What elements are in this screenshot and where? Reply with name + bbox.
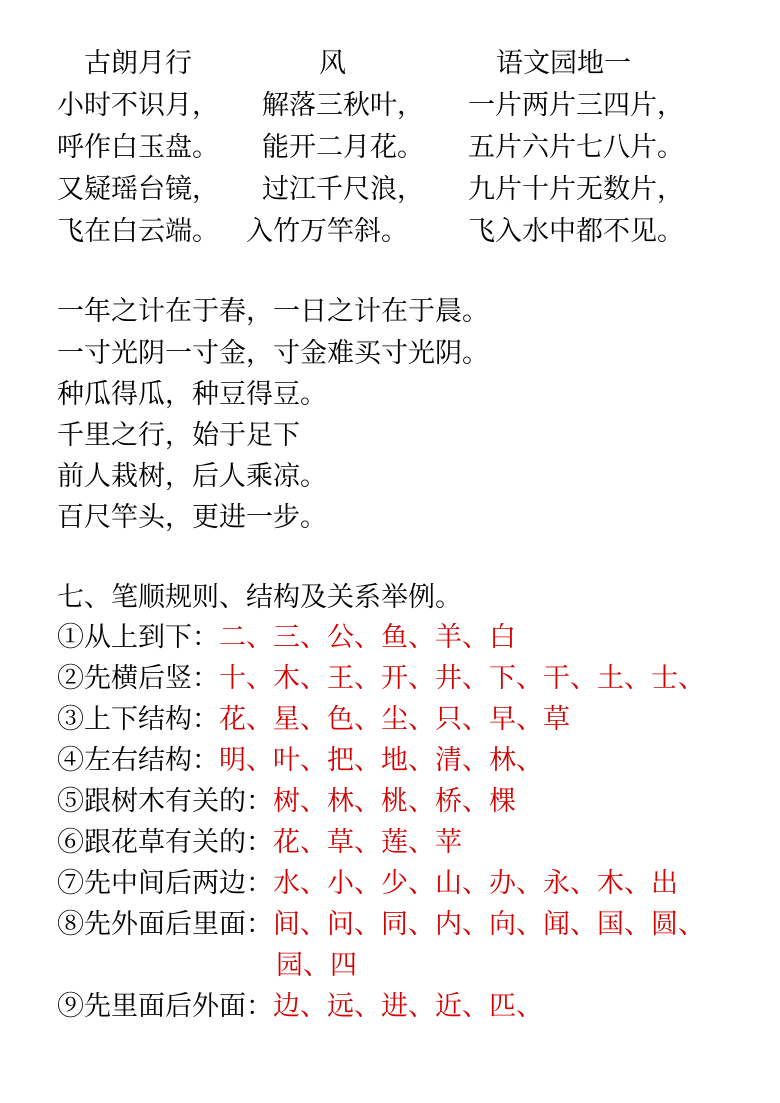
- rule-row: [57, 991, 543, 1023]
- proverb-line: 前人栽树，后人乘凉。: [57, 461, 327, 492]
- poem1-line: 飞在白云端。: [57, 216, 219, 247]
- rule-row: [57, 909, 705, 941]
- rule-examples: 花、星、色、尘、只、早、草: [219, 704, 570, 735]
- rule-examples: 水、小、少、山、办、永、木、出: [273, 868, 678, 899]
- rule-label: ①从上到下：: [57, 622, 219, 653]
- rule-examples: 花、草、莲、苹: [273, 827, 462, 858]
- rule-row: [57, 868, 678, 900]
- poem1-line: 又疑瑶台镜，: [57, 174, 219, 205]
- poem3-line: 五片六片七八片。: [468, 132, 684, 163]
- proverb-line: 千里之行，始于足下: [57, 420, 300, 451]
- rule-examples: 二、三、公、鱼、羊、白: [219, 622, 516, 653]
- proverb-line: 种瓜得瓜，种豆得豆。: [57, 379, 327, 410]
- poem-title-yuwenyuandi: 语文园地一: [496, 48, 631, 79]
- rule-label: ②先横后竖：: [57, 663, 219, 694]
- proverb-line: 百尺竿头，更进一步。: [57, 502, 327, 533]
- poem3-line: 九片十片无数片，: [468, 174, 684, 205]
- rule-row: [57, 786, 516, 818]
- rule-row: [57, 622, 516, 654]
- rule-row: [57, 704, 570, 736]
- rule-row: [57, 663, 705, 695]
- poem2-line: 解落三秋叶，: [262, 90, 424, 121]
- poem-title-gulangyuexing: 古朗月行: [84, 48, 192, 79]
- poem2-line: 过江千尺浪，: [262, 174, 424, 205]
- rule-label: ⑤跟树木有关的：: [57, 786, 273, 817]
- rule-examples: 明、叶、把、地、清、林、: [219, 745, 543, 776]
- rule-label: ③上下结构：: [57, 704, 219, 735]
- rule-examples: 树、林、桃、桥、棵: [273, 786, 516, 817]
- section7-heading: 七、笔顺规则、结构及关系举例。: [57, 582, 462, 613]
- proverb-line: 一年之计在于春，一日之计在于晨。: [57, 296, 489, 327]
- rule-label: ④左右结构：: [57, 745, 219, 776]
- rule-examples-continued: 园、四: [276, 950, 357, 981]
- poem1-line: 呼作白玉盘。: [57, 132, 219, 163]
- rule-row: [57, 827, 462, 859]
- rule-examples: 间、问、同、内、向、闻、国、圆、: [273, 909, 705, 940]
- poem2-line: 能开二月花。: [262, 132, 424, 163]
- rule-label: ⑥跟花草有关的：: [57, 827, 273, 858]
- rule-examples: 十、木、王、开、井、下、干、土、士、: [219, 663, 705, 694]
- poem2-line: 入竹万竿斜。: [246, 216, 408, 247]
- poem3-line: 飞入水中都不见。: [468, 216, 684, 247]
- rule-row: [57, 745, 543, 777]
- poem3-line: 一片两片三四片，: [468, 90, 684, 121]
- poem1-line: 小时不识月，: [57, 90, 219, 121]
- rule-label: ⑦先中间后两边：: [57, 868, 273, 899]
- proverb-line: 一寸光阴一寸金，寸金难买寸光阴。: [57, 338, 489, 369]
- poem-title-feng: 风: [319, 48, 346, 79]
- rule-examples: 边、远、进、近、匹、: [273, 991, 543, 1022]
- rule-label: ⑨先里面后外面：: [57, 991, 273, 1022]
- rule-label: ⑧先外面后里面：: [57, 909, 273, 940]
